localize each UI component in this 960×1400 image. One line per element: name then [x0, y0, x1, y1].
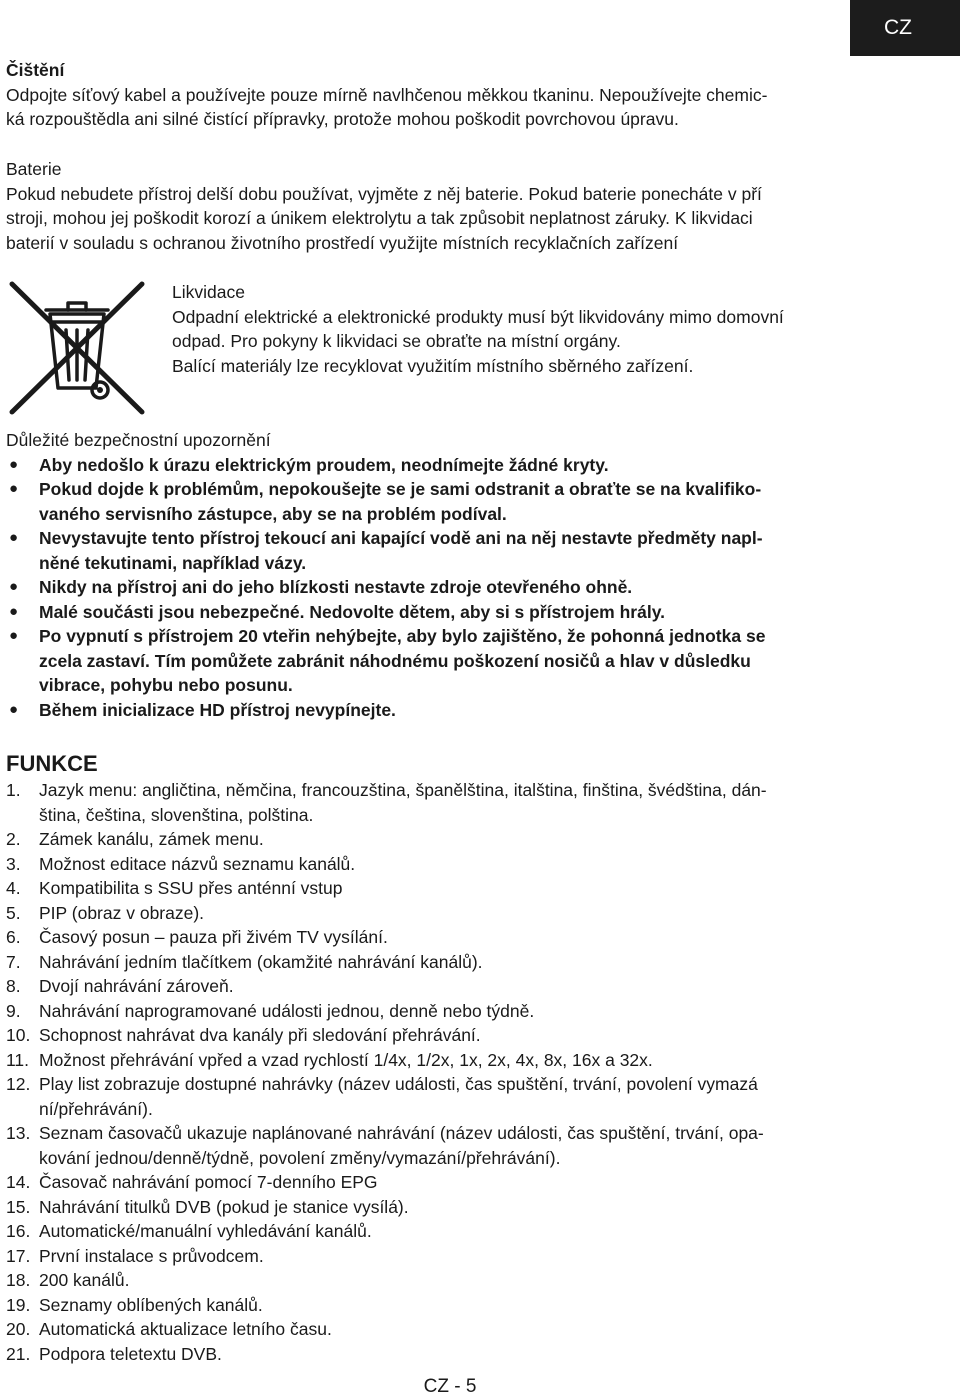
feature-text: Možnost editace názvů seznamu kanálů. — [39, 853, 356, 874]
disposal-line: Balící materiály lze recyklovat využitím místního sběrného zařízení. — [172, 355, 694, 376]
feature-number: 12. — [6, 1074, 31, 1094]
feature-text: Jazyk menu: angličtina, němčina, francouzština, španělština, italština, finština, švédština, dán- — [39, 780, 767, 800]
feature-text: Schopnost nahrávat dva kanály při sledování přehrávání. — [39, 1025, 481, 1045]
features-title: FUNKCE — [6, 751, 98, 776]
feature-item — [6, 1048, 896, 1073]
feature-item — [6, 1268, 896, 1293]
feature-number: 17. — [6, 1245, 31, 1266]
safety-line: Během inicializace HD přístroj nevypínejte. — [39, 699, 396, 720]
battery-section — [6, 157, 896, 255]
feature-text: První instalace s průvodcem. — [39, 1245, 264, 1266]
feature-text: ní/přehrávání). — [39, 1098, 153, 1119]
feature-number: 1. — [6, 780, 21, 800]
bullet-icon: ● — [9, 455, 19, 473]
page-number: CZ - 5 — [423, 1376, 477, 1397]
battery-line: baterií v souladu s ochranou životního prostředí využijte místních recyklačních zařízení — [6, 232, 679, 253]
features-section — [6, 750, 896, 1366]
safety-item — [6, 477, 896, 526]
safety-line: něné tekutinami, například vázy. — [39, 552, 307, 573]
feature-text: ština, čeština, slovenština, polština. — [39, 804, 314, 825]
safety-item — [6, 698, 896, 723]
feature-text: Nahrávání titulků DVB (pokud je stanice vysílá). — [39, 1196, 409, 1217]
feature-number: 14. — [6, 1172, 31, 1192]
feature-number: 8. — [6, 976, 21, 996]
feature-item — [6, 950, 896, 975]
feature-item — [6, 1244, 896, 1269]
feature-text: 200 kanálů. — [39, 1270, 130, 1290]
bullet-icon: ● — [9, 627, 19, 644]
feature-item — [6, 1219, 896, 1244]
feature-item — [6, 974, 896, 999]
feature-item — [6, 925, 896, 950]
feature-number: 10. — [6, 1025, 31, 1045]
feature-item — [6, 901, 896, 926]
safety-line: Po vypnutí s přístrojem 20 vteřin nehýbejte, aby bylo zajištěno, že pohonná jednotka se — [39, 626, 766, 646]
safety-line: Nevystavujte tento přístroj tekoucí ani kapající vodě ani na něj nestavte předměty napl- — [39, 528, 763, 548]
battery-line: stroji, mohou jej poškodit korozí a únikem elektrolytu a tak způsobit neplatnost záruky. K likvidaci — [6, 208, 753, 228]
disposal-line: odpad. Pro pokyny k likvidaci se obraťte na místní orgány. — [172, 331, 621, 351]
safety-line: Malé součásti jsou nebezpečné. Nedovolte dětem, aby si s přístrojem hrály. — [39, 601, 665, 622]
feature-item — [6, 876, 896, 901]
bullet-icon: ● — [9, 480, 19, 497]
safety-title: Důležité bezpečnostní upozornění — [6, 430, 271, 450]
feature-number: 6. — [6, 927, 21, 947]
feature-text: kování jednou/denně/týdně, povolení změny/vymazání/přehrávání). — [39, 1147, 561, 1168]
features-list — [6, 778, 896, 1366]
safety-line: Nikdy na přístroj ani do jeho blízkosti nestavte zdroje otevřeného ohně. — [39, 577, 633, 597]
cleaning-section — [6, 58, 896, 132]
feature-text: Kompatibilita s SSU přes anténní vstup — [39, 878, 343, 898]
feature-item — [6, 1170, 896, 1195]
disposal-section — [172, 280, 892, 378]
feature-text: Nahrávání jedním tlačítkem (okamžité nahrávání kanálů). — [39, 951, 483, 972]
feature-text: PIP (obraz v obraze). — [39, 902, 205, 923]
safety-line: vibrace, pohybu nebo posunu. — [39, 675, 293, 695]
feature-text: Časový posun – pauza při živém TV vysílání. — [39, 927, 388, 947]
feature-text: Play list zobrazuje dostupné nahrávky (název události, čas spuštění, trvání, povolení vymazá — [39, 1074, 758, 1094]
feature-number: 9. — [6, 1000, 21, 1021]
safety-line: Aby nedošlo k úrazu elektrickým proudem, neodnímejte žádné kryty. — [39, 454, 609, 475]
feature-number: 21. — [6, 1343, 31, 1364]
feature-number: 18. — [6, 1270, 31, 1290]
feature-item — [6, 1023, 896, 1048]
feature-text: Dvojí nahrávání zároveň. — [39, 976, 234, 996]
feature-item — [6, 1293, 896, 1318]
cleaning-title: Čištění — [6, 60, 65, 80]
disposal-title: Likvidace — [172, 282, 245, 302]
feature-item — [6, 827, 896, 852]
cleaning-line: ká rozpouštědla ani silné čistící přípravky, protože mohou poškodit povrchovou úpravu. — [6, 109, 679, 129]
feature-text: Automatická aktualizace letního času. — [39, 1319, 332, 1339]
bullet-icon: ● — [9, 578, 19, 595]
safety-section — [6, 428, 896, 722]
feature-number: 16. — [6, 1221, 31, 1241]
feature-number: 7. — [6, 951, 21, 972]
battery-line: Pokud nebudete přístroj delší dobu používat, vyjměte z něj baterie. Pokud baterie ponecháte v pří — [6, 183, 762, 204]
feature-number: 3. — [6, 853, 21, 874]
feature-number: 5. — [6, 902, 21, 923]
feature-item — [6, 999, 896, 1024]
safety-item — [6, 600, 896, 625]
feature-number: 11. — [6, 1049, 30, 1070]
feature-text: Seznam časovačů ukazuje naplánované nahrávání (název události, čas spuštění, trvání, opa- — [39, 1123, 764, 1143]
feature-number: 15. — [6, 1196, 31, 1217]
feature-number: 2. — [6, 829, 21, 849]
feature-text: Zámek kanálu, zámek menu. — [39, 829, 264, 849]
cleaning-line: Odpojte síťový kabel a používejte pouze mírně navlhčenou měkkou tkaninu. Nepoužívejte chemic- — [6, 84, 768, 105]
safety-item — [6, 453, 896, 478]
bullet-icon: ● — [9, 529, 19, 546]
safety-item — [6, 526, 896, 575]
feature-item — [6, 1342, 896, 1367]
safety-list — [6, 453, 896, 723]
feature-item — [6, 778, 896, 827]
feature-item — [6, 1072, 896, 1121]
feature-number: 19. — [6, 1294, 31, 1315]
feature-text: Podpora teletextu DVB. — [39, 1343, 222, 1364]
feature-item — [6, 1195, 896, 1220]
feature-text: Možnost přehrávání vpřed a vzad rychlostí 1/4x, 1/2x, 1x, 2x, 4x, 8x, 16x a 32x. — [39, 1049, 653, 1070]
safety-item — [6, 575, 896, 600]
feature-text: Seznamy oblíbených kanálů. — [39, 1294, 263, 1315]
feature-item — [6, 1121, 896, 1170]
safety-line: Pokud dojde k problémům, nepokoušejte se je sami odstranit a obraťte se na kvalifiko- — [39, 479, 762, 499]
disposal-line: Odpadní elektrické a elektronické produkty musí být likvidovány mimo domovní — [172, 306, 784, 327]
feature-text: Časovač nahrávání pomocí 7-denního EPG — [39, 1172, 378, 1192]
feature-number: 20. — [6, 1319, 31, 1339]
weee-crossed-bin-icon — [8, 280, 146, 416]
feature-item — [6, 1317, 896, 1342]
bullet-icon: ● — [9, 700, 19, 718]
feature-item — [6, 852, 896, 877]
safety-line: vaného servisního zástupce, aby se na problém podíval. — [39, 503, 507, 524]
safety-item — [6, 624, 896, 698]
feature-number: 13. — [6, 1123, 31, 1143]
bullet-icon: ● — [9, 602, 19, 620]
language-tab: CZ — [850, 0, 960, 56]
safety-line: zcela zastaví. Tím pomůžete zabránit náhodnému poškození nosičů a hlav v důsledku — [39, 650, 751, 671]
feature-text: Automatické/manuální vyhledávání kanálů. — [39, 1221, 372, 1241]
feature-number: 4. — [6, 878, 21, 898]
battery-title: Baterie — [6, 159, 62, 179]
feature-text: Nahrávání naprogramované události jednou, denně nebo týdně. — [39, 1000, 535, 1021]
